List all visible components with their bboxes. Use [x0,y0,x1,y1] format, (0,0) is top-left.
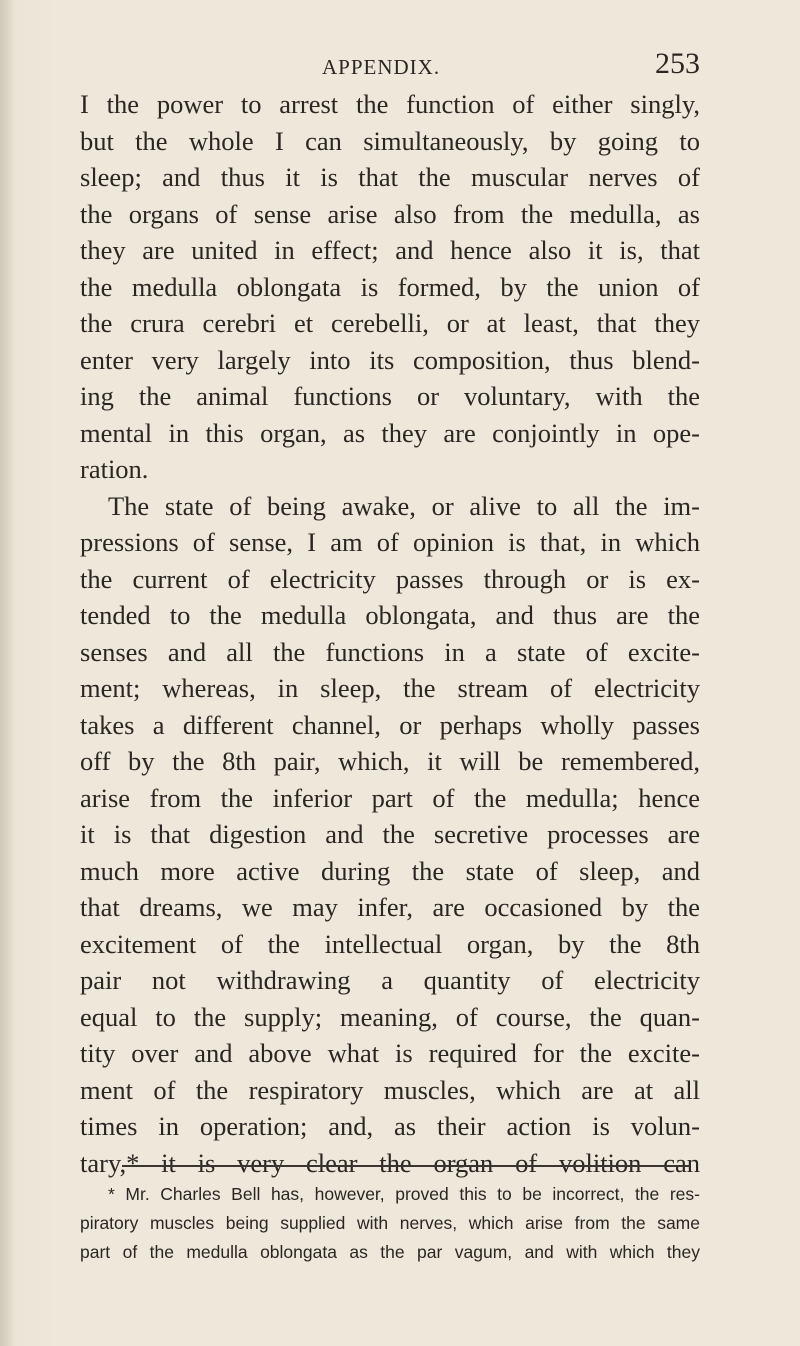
text-line: times in operation; and, as their action is volun- [80,1111,700,1141]
text-line: the organs of sense arise also from the medulla, as [80,198,700,229]
footnote-line: piratory muscles being supplied with nerves, which arise from the same [80,1213,700,1233]
text-line: much more active during the state of sleep, and [80,855,700,886]
running-head [80,47,700,87]
text-line: equal to the supply; meaning, of course, the quan- [80,1001,700,1032]
running-title: APPENDIX. [322,55,441,79]
text-line: the crura cerebri et cerebelli, or at least, that they [80,308,700,338]
body-text [80,86,700,1181]
text-line: ment; whereas, in sleep, the stream of electricity [80,673,700,703]
text-line: ration. [80,454,149,484]
text-line: senses and all the functions in a state of excite- [80,636,700,667]
page-number: 253 [655,47,700,80]
text-line: but the whole I can simultaneously, by going to [80,125,700,156]
text-line: mental in this organ, as they are conjointly in ope- [80,417,700,448]
footnote [80,1180,700,1267]
text-line: they are united in effect; and hence also it is, that [80,235,700,265]
text-line: pair not withdrawing a quantity of electricity [80,965,700,995]
footnote-rule [122,1165,690,1167]
text-line: tended to the medulla oblongata, and thus are the [80,600,700,630]
text-line: the current of electricity passes through or is ex- [80,563,700,594]
text-line: The state of being awake, or alive to all the im- [108,490,700,521]
text-line: sleep; and thus it is that the muscular nerves of [80,162,700,192]
text-line: excitement of the intellectual organ, by the 8th [80,928,700,959]
text-line: arise from the inferior part of the medulla; hence [80,782,700,813]
text-line: that dreams, we may infer, are occasioned by the [80,892,700,922]
text-line: ing the animal functions or voluntary, with the [80,381,700,411]
page-gutter-shadow [0,0,14,1346]
footnote-line: * Mr. Charles Bell has, however, proved this to be incorrect, the res- [108,1184,700,1204]
text-line: pressions of sense, I am of opinion is that, in which [80,527,700,557]
footnote-line: part of the medulla oblongata as the par vagum, and with which they [80,1242,700,1262]
text-line: tary,* it is very clear the organ of volition can [80,1147,700,1178]
text-line: takes a different channel, or perhaps wholly passes [80,709,700,740]
text-line: I the power to arrest the function of either singly, [80,89,700,119]
text-line: the medulla oblongata is formed, by the union of [80,271,700,302]
text-line: tity over and above what is required for the excite- [80,1038,700,1068]
text-line: off by the 8th pair, which, it will be remembered, [80,746,700,776]
text-line: ment of the respiratory muscles, which are at all [80,1074,700,1105]
text-line: it is that digestion and the secretive processes are [80,819,700,849]
text-line: enter very largely into its composition, thus blend- [80,344,700,375]
